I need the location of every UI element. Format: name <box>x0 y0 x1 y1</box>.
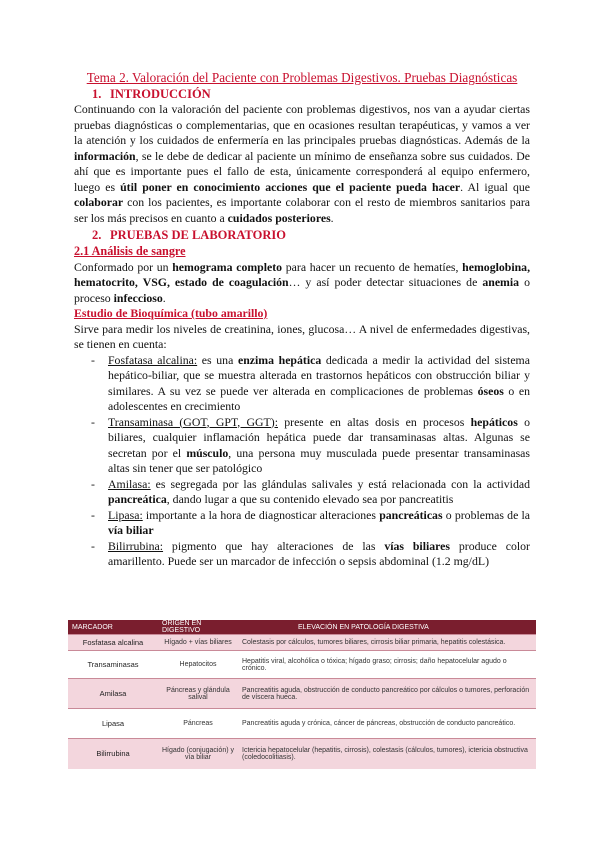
blood-analysis-paragraph: Conformado por un hemograma completo para hacer un recuento de hematíes, hemoglobina, hematocrito, VSG, estado de coagulación… y así poder detectar situaciones de anemia o proceso infeccioso. <box>74 259 531 305</box>
table-row: Fosfatasa alcalina Hígado + vías biliares Colestasis por cálculos, tumores biliares, cirrosis biliar primaria, hepatitis colestásica. <box>68 635 536 651</box>
table-row: Bilirrubina Hígado (conjugación) y vía biliar Ictericia hepatocelular (hepatitis, cirrosis), colestasis (cálculos, tumores), ictericia obstructiva (coledocolitiasis). <box>68 739 536 769</box>
document-title: Tema 2. Valoración del Paciente con Problemas Digestivos. Pruebas Diagnósticas <box>86 70 518 85</box>
table-row: Transaminasas Hepatocitos Hepatitis viral, alcohólica o tóxica; hígado graso; cirrosis; daño hepatocelular agudo o crónico. <box>68 651 536 679</box>
marker-table <box>68 620 536 769</box>
column-header: ELEVACIÓN EN PATOLOGÍA DIGESTIVA <box>238 620 536 635</box>
column-header: MARCADOR <box>68 620 158 635</box>
document-page <box>74 70 530 570</box>
list-item: - Bilirrubina: pigmento que hay alteraciones de las vías biliares produce color amarillento. Puede ser un marcador de infección o sepsis abdominal (1.2 mg/dL) <box>91 538 530 568</box>
section-heading-introduccion: 1. INTRODUCCIÓN <box>92 87 211 101</box>
list-item: - Amilasa: es segregada por las glándulas salivales y está relacionada con la actividad pancreática, dando lugar a que su contenido elevado sea por pancreatitis <box>91 476 530 506</box>
subheading-analisis-sangre: 2.1 Análisis de sangre <box>74 244 186 258</box>
table-header-row <box>68 620 536 635</box>
marker-list <box>74 353 530 570</box>
subheading-bioquimica: Estudio de Bioquímica (tubo amarillo) <box>74 306 268 320</box>
column-header: ORIGEN EN DIGESTIVO <box>158 620 238 635</box>
table-row: Lipasa Páncreas Pancreatitis aguda y crónica, cáncer de páncreas, obstrucción de conducto pancreático. <box>68 709 536 739</box>
list-item: - Transaminasa (GOT, GPT, GGT): presente en altas dosis en procesos hepáticos o biliares, cualquier inflamación hepática puede dar transaminasas altas. Algunas se secretan por el músculo, una persona muy musculada puede presentar transaminasas altas sin tener que ser patológico <box>91 414 530 475</box>
list-item: - Lipasa: importante a la hora de diagnosticar alteraciones pancreáticas o problemas de la vía biliar <box>91 507 531 537</box>
section-heading-laboratorio: 2. PRUEBAS DE LABORATORIO <box>92 228 286 242</box>
biochem-intro: Sirve para medir los niveles de creatinina, iones, glucosa… A nivel de enfermedades digestivas, se tienen en cuenta: <box>74 321 530 351</box>
list-item: - Fosfatasa alcalina: es una enzima hepática dedicada a medir la actividad del sistema hepático-biliar, que se muestra alterada en trastornos hepáticos con obstrucción biliar y similares. A su vez se puede ver alterada en complicaciones de problemas óseos o en adolescentes en crecimiento <box>91 352 530 413</box>
table-row: Amilasa Páncreas y glándula salival Pancreatitis aguda, obstrucción de conducto pancreático por cálculos o tumores, perforación de víscera hueca. <box>68 679 536 709</box>
intro-paragraph: Continuando con la valoración del paciente con problemas digestivos, nos van a ayudar ciertas pruebas diagnósticas o complementarias, que en ocasiones resultan terapéuticas, y vamos a ver la atención y los cuidados de enfermería en las principales pruebas diagnósticas. Además de la información, se le debe de dedicar al paciente un mínimo de enseñanza sobre sus cuidados. De ahí que es importante pues el fallo de esta, únicamente corresponderá al equipo enfermero, luego es útil poner en conocimiento acciones que el paciente pueda hacer. Al igual que colaborar con los pacientes, es importante colaborar con el resto de miembros sanitarios para ser los más precisos en cuanto a cuidados posteriores. <box>74 102 530 225</box>
